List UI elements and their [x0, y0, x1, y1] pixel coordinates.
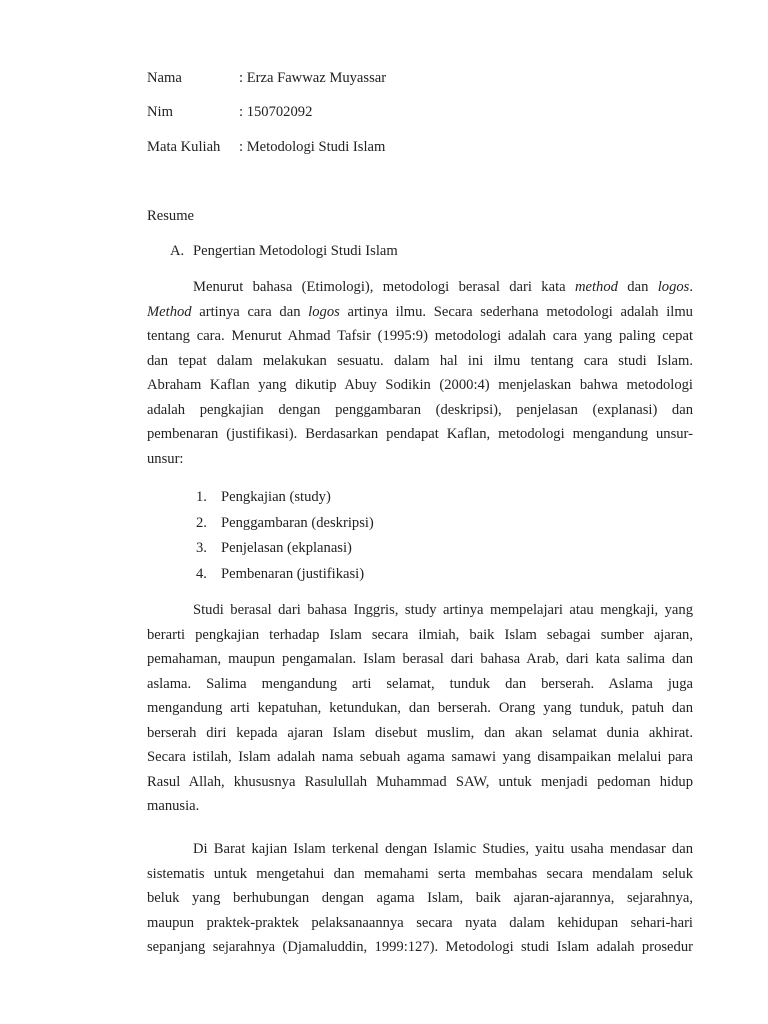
paragraph-line: adalah pengkajian dengan penggambaran (deskripsi), penjelasan (explanasi) dan	[147, 401, 693, 418]
section-letter: A.	[170, 243, 185, 259]
paragraph-line: mengandung arti kepatuhan, ketundukan, dan berserah. Orang yang tunduk, patuh dan	[147, 700, 693, 716]
paragraph-line: pemahaman, maupun pengamalan. Islam berasal dari bahasa Arab, dari kata salima dan	[147, 651, 693, 667]
paragraph-line: Abraham Kaflan yang dikutip Abuy Sodikin (2000:4) menjelaskan bahwa metodologi	[147, 377, 693, 393]
paragraph-line: Menurut bahasa (Etimologi), metodologi berasal dari kata method dan logos.	[193, 279, 693, 295]
paragraph-line: berserah diri kepada ajaran Islam disebut muslim, dan akan selamat dunia akhirat.	[147, 724, 693, 741]
resume-title: Resume	[147, 208, 195, 224]
paragraph-line: aslama. Salima mengandung arti selamat, tunduk dan berserah. Aslama juga	[147, 675, 693, 692]
list-item: 3. Penjelasan (ekplanasi)	[196, 540, 352, 556]
section-heading	[170, 243, 398, 260]
paragraph-line: unsur:	[147, 450, 184, 467]
paragraph-line: beluk yang berhubungan dengan agama Islam, baik ajaran-ajarannya, sejarahnya,	[147, 890, 693, 906]
paragraph-line: sepanjang sejarahnya (Djamaluddin, 1999:127). Metodologi studi Islam adalah prosedur	[147, 939, 693, 955]
list-item: 2. Penggambaran (deskripsi)	[196, 514, 374, 531]
paragraph-line: pembenaran (justifikasi). Berdasarkan pendapat Kaflan, metodologi mengandung unsur-	[147, 426, 693, 442]
paragraph-line: Di Barat kajian Islam terkenal dengan Islamic Studies, yaitu usaha mendasar dan	[193, 841, 693, 857]
nim-value: : 150702092	[239, 104, 313, 120]
paragraph-line: sistematis untuk mengetahui dan memahami serta membahas secara mendalam seluk	[147, 865, 693, 882]
name-label: Nama	[147, 70, 182, 86]
paragraph-islamic-studies	[147, 837, 693, 960]
paragraph-line: Rasul Allah, khususnya Rasulullah Muhammad SAW, untuk menjadi pedoman hidup	[147, 773, 693, 790]
list-item: 4. Pembenaran (justifikasi)	[196, 565, 365, 582]
course-value: : Metodologi Studi Islam	[239, 139, 386, 155]
paragraph-line: tentang cara. Menurut Ahmad Tafsir (1995:9) metodologi adalah cara yang paling cepat	[147, 328, 693, 344]
paragraph-definition	[147, 275, 693, 471]
section-title: Pengertian Metodologi Studi Islam	[193, 243, 398, 259]
paragraph-line: Studi berasal dari bahasa Inggris, study artinya mempelajari atau mengkaji, yang	[193, 602, 693, 618]
paragraph-studi	[147, 598, 693, 819]
nim-label: Nim	[147, 104, 173, 120]
paragraph-line: Secara istilah, Islam adalah nama sebuah agama samawi yang disampaikan melalui para	[147, 749, 693, 765]
paragraph-line: maupun praktek-praktek pelaksanaannya secara nyata dalam kehidupan sehari-hari	[147, 914, 693, 931]
course-label: Mata Kuliah	[147, 139, 221, 155]
paragraph-line: Method artinya cara dan logos artinya ilmu. Secara sederhana metodologi adalah ilmu	[147, 303, 693, 320]
paragraph-line: dan tepat dalam melakukan sesuatu. dalam hal ini ilmu tentang cara studi Islam.	[147, 352, 693, 369]
paragraph-line: manusia.	[147, 798, 200, 814]
paragraph-line: berarti pengkajian terhadap Islam secara ilmiah, baik Islam sebagai sumber ajaran,	[147, 626, 693, 643]
name-value: : Erza Fawwaz Muyassar	[239, 70, 387, 86]
list-item: 1. Pengkajian (study)	[196, 489, 331, 505]
